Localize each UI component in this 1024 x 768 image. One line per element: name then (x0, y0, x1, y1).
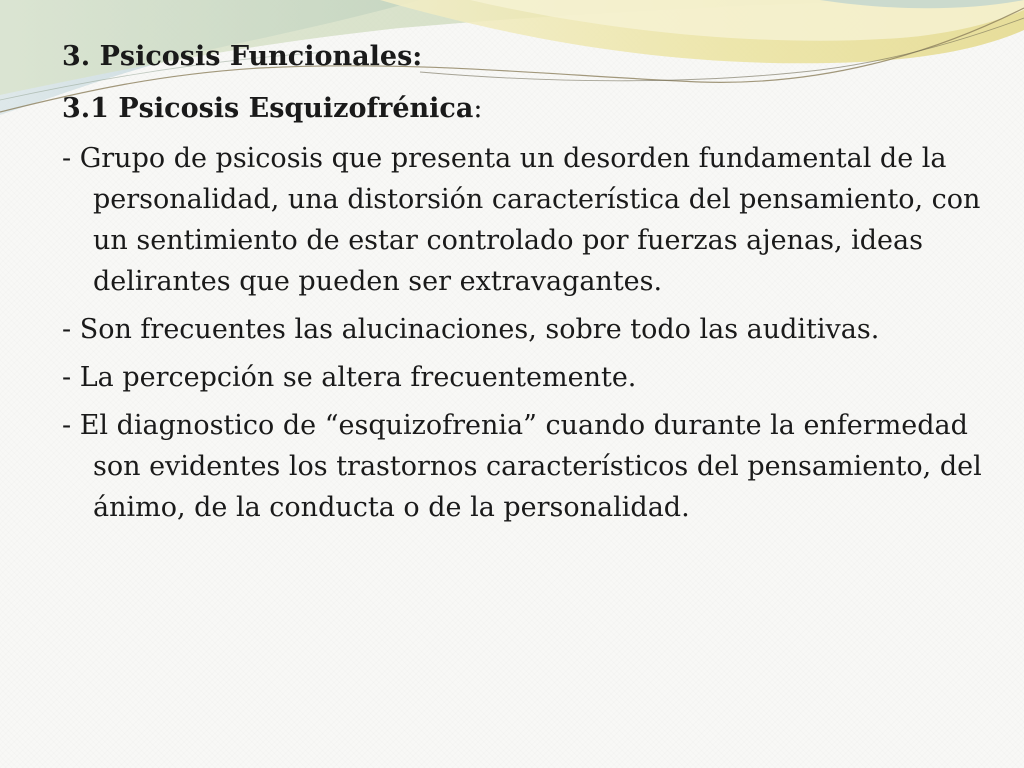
slide-heading (62, 36, 982, 77)
paragraph-diagnosis: - El diagnostico de “esquizofrenia” cuando durante la enfermedad son evidentes los trastornos característicos del pensamiento, del ánimo, de la conducta o de la personalidad. (62, 410, 982, 523)
subheading-text: 3.1 Psicosis Esquizofrénica (62, 93, 474, 124)
slide-subheading (62, 88, 982, 129)
paragraph-perception: - La percepción se altera frecuentemente. (62, 362, 637, 393)
heading-colon: : (412, 41, 423, 72)
subheading-colon: : (473, 93, 483, 124)
heading-text: 3. Psicosis Funcionales (62, 41, 413, 72)
slide-content (62, 36, 982, 528)
paragraph-hallucinations: - Son frecuentes las alucinaciones, sobre todo las auditivas. (62, 314, 880, 345)
paragraph-definition: - Grupo de psicosis que presenta un desorden fundamental de la personalidad, una distorsión característica del pensamiento, con un sentimiento de estar controlado por fuerzas ajenas, ideas delirantes que pueden ser extravagantes. (62, 143, 981, 297)
